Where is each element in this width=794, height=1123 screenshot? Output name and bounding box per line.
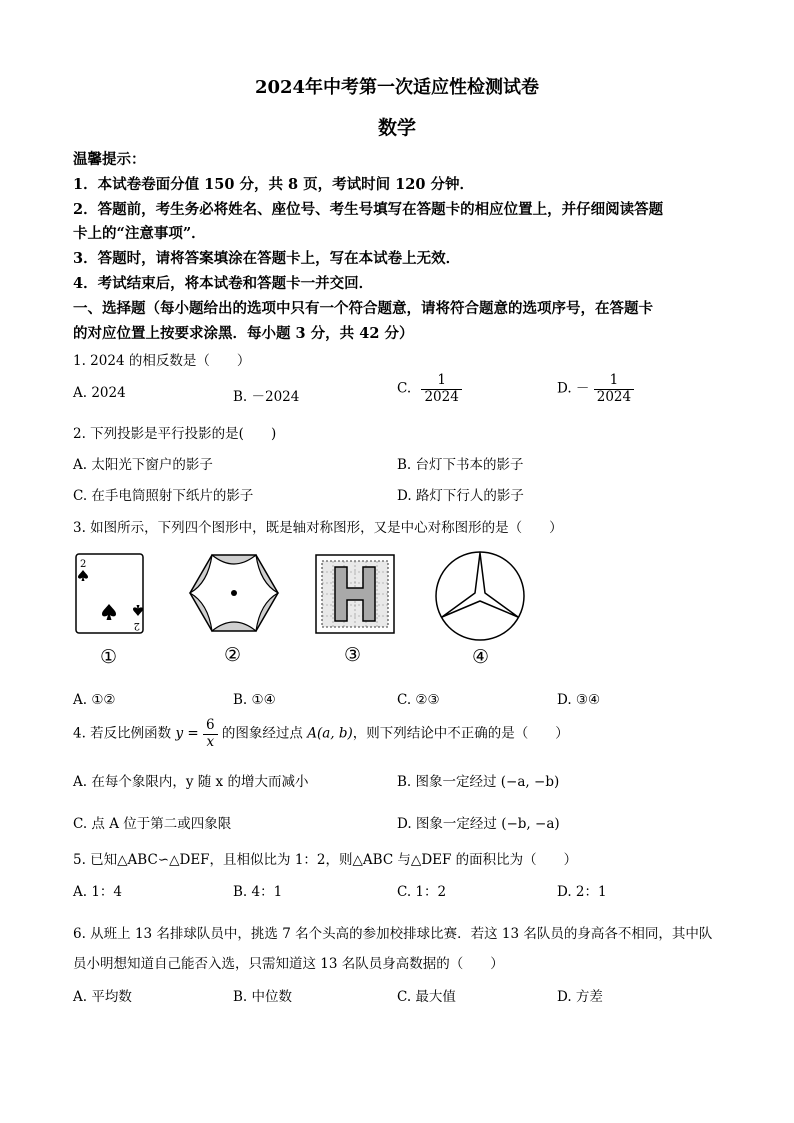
q4-stem-suffix: ，则下列结论中不正确的是（ ）	[352, 725, 569, 742]
fraction-numerator: 1	[594, 373, 634, 390]
q1-option-c-fraction	[421, 373, 461, 405]
q4-fraction	[203, 718, 218, 750]
q3-figures	[60, 545, 540, 670]
q5-option-a: A. 1：4	[73, 884, 123, 900]
notice-heading: 温馨提示：	[73, 151, 146, 168]
q5-option-b: B. 4：1	[233, 884, 283, 900]
q6-stem-line-2: 员小明想知道自己能否入选，只需知道这 13 名队员身高数据的（ ）	[73, 956, 504, 972]
center-dot	[231, 590, 237, 596]
q5-option-d: D. 2：1	[557, 884, 607, 900]
q1-stem: 1. 2024 的相反数是（ ）	[73, 353, 251, 369]
exam-title: 2024年中考第一次适应性检测试卷	[254, 77, 540, 98]
subject-title: 数学	[377, 117, 416, 139]
q3-option-c: C. ②③	[397, 692, 440, 708]
notice-item-2: 2．答题前，考生务必将姓名、座位号、考生号填写在答题卡的相应位置上，并仔细阅读答题	[73, 201, 664, 218]
fraction-numerator: 1	[421, 373, 461, 390]
notice-item-3: 3．答题时，请将答案填涂在答题卡上，写在本试卷上无效．	[73, 250, 461, 267]
q3-option-b: B. ①④	[233, 692, 276, 708]
section-heading-line-2: 的对应位置上按要求涂黑．每小题 3 分，共 42 分）	[73, 325, 414, 342]
q1-option-c-label: C.	[397, 380, 412, 397]
q2-option-d: D. 路灯下行人的影子	[397, 488, 524, 504]
q3-option-a: A. ①②	[73, 692, 116, 708]
q2-stem: 2. 下列投影是平行投影的是( )	[73, 426, 277, 442]
q2-option-b: B. 台灯下书本的影子	[397, 457, 524, 473]
q2-option-c: C. 在手电筒照射下纸片的影子	[73, 488, 254, 504]
q6-option-b: B. 中位数	[233, 989, 293, 1005]
notice-item-1: 1．本试卷卷面分值 150 分，共 8 页，考试时间 120 分钟．	[73, 176, 474, 193]
q4-stem	[73, 718, 569, 750]
q3-stem: 3. 如图所示，下列四个图形中，既是轴对称图形，又是中心对称图形的是（ ）	[73, 520, 563, 536]
q4-point: A(a, b)	[307, 725, 353, 742]
figure-label-1: ①	[100, 646, 118, 668]
fraction-denominator: x	[206, 733, 215, 750]
q1-option-d-fraction	[594, 373, 634, 405]
figure-label-3: ③	[344, 644, 362, 666]
fraction-denominator: 2024	[424, 388, 459, 405]
q6-option-d: D. 方差	[557, 989, 603, 1005]
fraction-numerator: 6	[203, 718, 218, 735]
q6-option-a: A. 平均数	[73, 989, 132, 1005]
q5-option-c: C. 1：2	[397, 884, 447, 900]
playing-card-figure	[76, 554, 143, 633]
q4-stem-middle: 的图象经过点	[217, 725, 308, 742]
q1-option-a: A. 2024	[73, 385, 126, 401]
section-heading-line-1: 一、选择题（每小题给出的选项中只有一个符合题意，请将符合题意的选项序号，在答题卡	[73, 300, 653, 317]
q4-stem-prefix: 4. 若反比例函数	[73, 725, 176, 742]
q1-option-d-label: D. －	[557, 380, 590, 397]
q4-option-d: D. 图象一定经过 (−b, −a)	[397, 816, 560, 832]
q4-option-a: A. 在每个象限内，y 随 x 的增大而减小	[73, 774, 309, 790]
q1-option-b: B. －2024	[233, 389, 300, 405]
q6-option-c: C. 最大值	[397, 989, 456, 1005]
card-rank-top: 2	[80, 559, 87, 570]
q6-stem-line-1: 6. 从班上 13 名排球队员中，挑选 7 名个头高的参加校排球比赛．若这 13 名队员的身高各不相同，其中队	[73, 926, 713, 942]
hexagon-arcs-figure	[190, 555, 278, 631]
notice-item-2-cont: 卡上的“注意事项”．	[73, 225, 206, 242]
q4-option-c: C. 点 A 位于第二或四象限	[73, 816, 232, 832]
fraction-denominator: 2024	[596, 388, 632, 405]
figure-label-4: ④	[472, 646, 490, 668]
card-rank-bottom: 2	[133, 620, 140, 631]
q4-var-y: y	[175, 725, 184, 742]
notice-item-4: 4．考试结束后，将本试卷和答题卡一并交回．	[73, 275, 374, 292]
q4-option-b: B. 图象一定经过 (−a, −b)	[397, 774, 560, 790]
star-circle-figure	[436, 552, 524, 640]
q1-option-d	[557, 373, 634, 405]
q5-stem: 5. 已知△ABC∽△DEF，且相似比为 1：2，则△ABC 与△DEF 的面积比为（ ）	[73, 852, 578, 868]
q4-equals: =	[183, 725, 204, 742]
h-letter-text: H	[60, 545, 61, 546]
q2-option-a: A. 太阳光下窗户的影子	[73, 457, 213, 473]
q1-option-c	[397, 373, 462, 405]
figure-label-2: ②	[224, 644, 242, 666]
q3-option-d: D. ③④	[557, 692, 601, 708]
